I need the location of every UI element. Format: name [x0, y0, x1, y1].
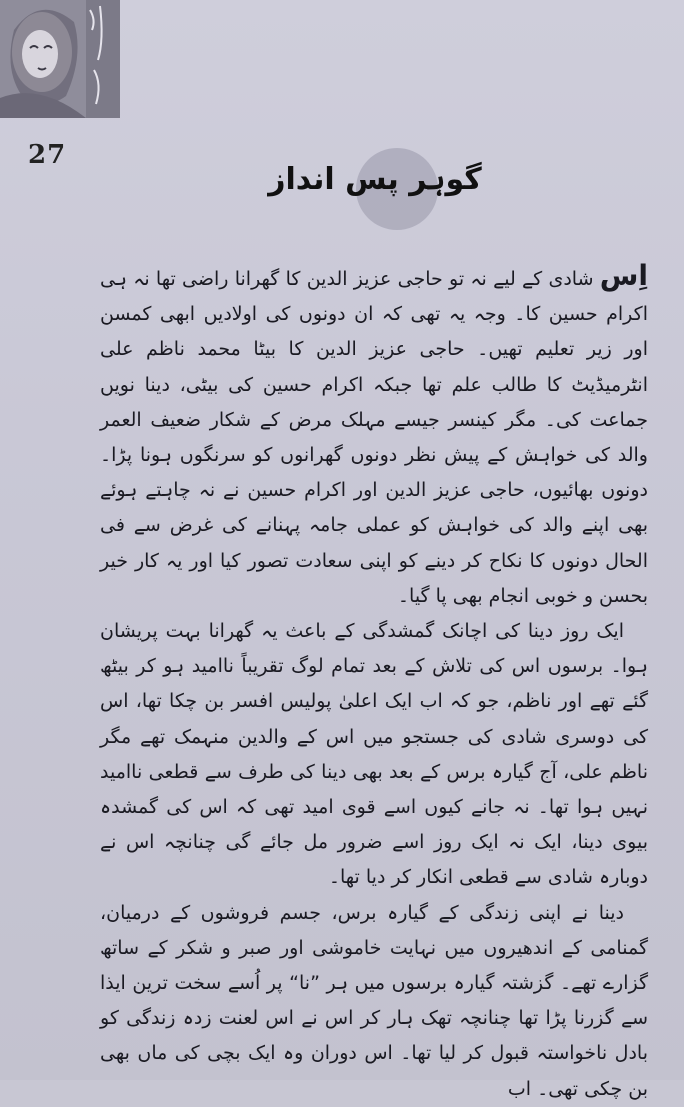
paragraph-1-text: شادی کے لیے نہ تو حاجی عزیز الدین کا گھرانا راضی تھا نہ ہی اکرام حسین کا۔ وجہ یہ تھی کہ ان دونوں کی اولادیں ابھی کمسن اور زیر تعلیم تھیں۔ حاجی عزیز الدین کا بیٹا محمد ناظم علی انٹرمیڈیٹ کا طالب علم تھا جبکہ اکرام حسین کی بیٹی، دینا نویں جماعت کی۔ مگر کینسر جیسے مہلک مرض کے شکار ضعیف العمر والد کی خواہش کے پیش نظر دونوں گھرانوں کو سرنگوں ہونا پڑا۔ دونوں بھائیوں، حاجی عزیز الدین اور اکرام حسین نے نہ چاہتے ہوئے بھی اپنے والد کی خواہش کو عملی جامہ پہنانے کی غرض سے فی الحال دونوں کا نکاح کر دینے کو اپنی سعادت تصور کیا اور یہ کار خیر بحسن و خوبی انجام بھی پا گیا۔ — [100, 268, 648, 607]
paragraph-2: ایک روز دینا کی اچانک گمشدگی کے باعث یہ گھرانا بہت پریشان ہوا۔ برسوں اس کی تلاش کے بعد تمام لوگ تقریباً ناامید ہو کر بیٹھ گئے تھے اور ناظم، جو کہ اب ایک اعلیٰ پولیس افسر بن چکا تھا، اس کی دوسری شادی کی جستجو میں اس کے والدین منہمک تھے مگر ناظم علی، آج گیارہ برس کے بعد بھی دینا کی طرف سے قطعی ناامید نہیں ہوا تھا۔ نہ جانے کیوں اسے قوی امید تھی کہ اس کی گمشدہ بیوی دینا، ایک نہ ایک روز اسے ضرور مل جائے گی چنانچہ اس نے دوبارہ شادی سے قطعی انکار کر دیا تھا۔ — [100, 620, 648, 889]
chapter-title: گوہر پس انداز — [268, 162, 482, 197]
body-text — [100, 258, 648, 1107]
paragraph-1 — [100, 258, 648, 614]
drop-word: اِس — [599, 259, 648, 292]
page-number: 27 — [28, 140, 67, 170]
portrait-sketch-icon — [0, 0, 120, 118]
corner-illustration — [0, 0, 120, 118]
paragraph-3: دینا نے اپنی زندگی کے گیارہ برس، جسم فروشوں کے درمیان، گمنامی کے اندھیروں میں نہایت خاموشی اور صبر و شکر کے ساتھ گزارے تھے۔ گزشتہ گیارہ برسوں میں ہر ”نا“ پر اُسے سخت ترین ایذا سے گزرنا پڑا تھا چنانچہ تھک ہار کر اس نے اس لعنت زدہ زندگی کو بادل ناخواستہ قبول کر لیا تھا۔ اس دوران وہ ایک بچی کی ماں بھی بن چکی تھی۔ اب — [100, 901, 648, 1100]
